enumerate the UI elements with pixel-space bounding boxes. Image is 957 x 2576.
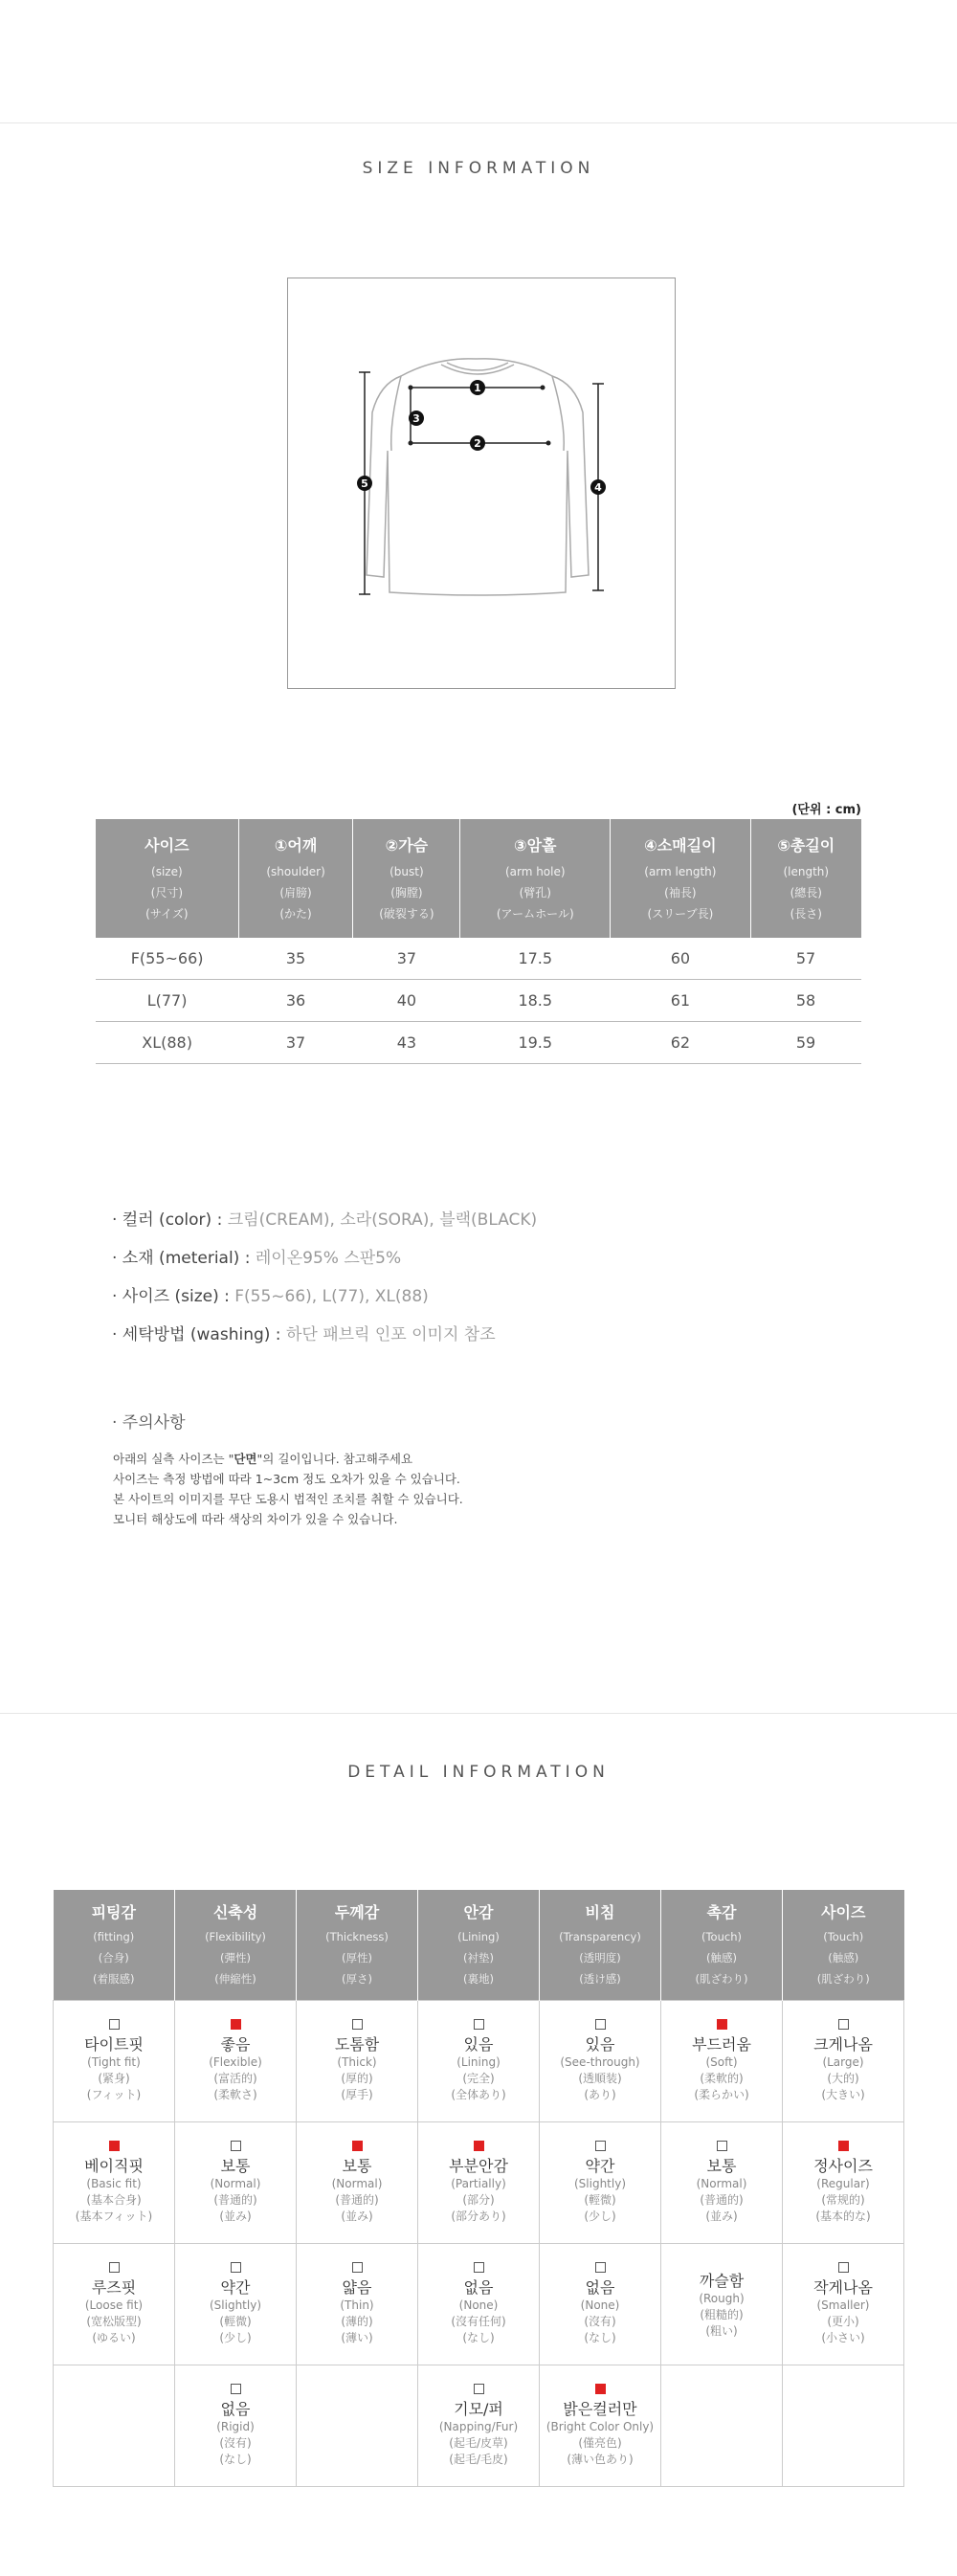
detail-option-subtitle: (沒有): [219, 2436, 252, 2450]
unchecked-box-icon: [474, 2019, 484, 2030]
detail-option-label: 있음: [463, 2035, 494, 2054]
detail-option-label: 약간: [220, 2278, 251, 2297]
detail-option-label: 없음: [463, 2278, 494, 2297]
detail-option-subtitle: (部分あり): [451, 2210, 506, 2223]
size-cell: F(55~66): [96, 938, 238, 980]
detail-option-subtitle: (輕微): [219, 2315, 252, 2328]
detail-cell: [175, 2122, 297, 2244]
detail-option-label: 까슬함: [699, 2272, 745, 2290]
size-col-subtitle: (長さ): [790, 906, 822, 921]
size-row: [96, 980, 861, 1022]
detail-col-subtitle: (Flexibility): [205, 1930, 266, 1943]
size-table: [96, 819, 861, 1064]
detail-option-subtitle: (Normal): [696, 2177, 747, 2190]
detail-option-subtitle: (宽松版型): [86, 2315, 142, 2328]
detail-cell: [297, 2122, 418, 2244]
detail-col-title: 안감: [463, 1903, 494, 1921]
detail-option-subtitle: (Regular): [816, 2177, 870, 2190]
size-col-subtitle: (アームホール): [496, 906, 574, 921]
info-material: [112, 1244, 401, 1268]
detail-col-subtitle: (着服感): [93, 1972, 135, 1986]
sweater-illustration: [288, 278, 675, 688]
detail-col-subtitle: (合身): [98, 1951, 129, 1965]
detail-option-label: 약간: [585, 2157, 615, 2175]
detail-option-subtitle: (全体あり): [451, 2088, 506, 2101]
detail-option-subtitle: (粗い): [705, 2324, 738, 2338]
detail-cell: [54, 2365, 175, 2487]
detail-option-subtitle: (Smaller): [816, 2298, 870, 2312]
detail-option-label: 도톰함: [334, 2035, 380, 2054]
detail-col-subtitle: (透け感): [579, 1972, 621, 1986]
detail-col-title: 촉감: [706, 1903, 737, 1921]
detail-option-subtitle: (沒有): [584, 2315, 616, 2328]
detail-option-subtitle: (大きい): [821, 2088, 865, 2101]
detail-col-header: [297, 1890, 418, 2001]
size-col-header: [96, 819, 238, 938]
detail-option-label: 크게나옴: [813, 2035, 873, 2054]
size-col-subtitle: (スリーブ長): [647, 906, 714, 921]
detail-col-subtitle: (肌ざわり): [816, 1972, 870, 1986]
detail-option-subtitle: (完全): [462, 2072, 495, 2085]
detail-option-subtitle: (Rigid): [216, 2420, 255, 2433]
detail-col-subtitle: (触感): [706, 1951, 737, 1965]
size-col-subtitle: (arm length): [644, 864, 717, 878]
detail-option-label: 보통: [706, 2157, 737, 2175]
unchecked-box-icon: [838, 2019, 849, 2030]
marker-3-label: 3: [412, 412, 420, 425]
detail-col-header: [540, 1890, 661, 2001]
detail-option-subtitle: (Slightly): [573, 2177, 626, 2190]
detail-cell: [661, 2244, 783, 2365]
detail-cell: [783, 2001, 904, 2122]
notice-title: · 주의사항: [112, 1413, 186, 1432]
info-washing-label: · 세탁방법 (washing) :: [112, 1325, 281, 1344]
detail-option-subtitle: (Thin): [340, 2298, 374, 2312]
size-cell: 17.5: [460, 938, 611, 980]
detail-option-label: 기모/퍼: [454, 2400, 503, 2418]
detail-option-subtitle: (Basic fit): [86, 2177, 142, 2190]
detail-option-label: 루즈핏: [91, 2278, 137, 2297]
info-color-value: 크림(CREAM), 소라(SORA), 블랙(BLACK): [227, 1210, 538, 1230]
detail-cell: [783, 2365, 904, 2487]
detail-cell: [297, 2365, 418, 2487]
detail-col-header: [54, 1890, 175, 2001]
unchecked-box-icon: [474, 2384, 484, 2394]
detail-option-subtitle: (柔軟的): [700, 2072, 744, 2085]
detail-option-subtitle: (柔軟さ): [213, 2088, 257, 2101]
detail-col-subtitle: (厚性): [342, 1951, 372, 1965]
detail-option-subtitle: (Normal): [210, 2177, 261, 2190]
detail-option-subtitle: (See-through): [560, 2055, 640, 2069]
detail-col-subtitle: (透明度): [579, 1951, 621, 1965]
detail-option-label: 베이직핏: [84, 2157, 144, 2175]
unchecked-box-icon: [231, 2262, 241, 2273]
checked-box-icon: [109, 2141, 120, 2151]
detail-col-subtitle: (fitting): [93, 1930, 135, 1943]
notice-line-3: 본 사이트의 이미지를 무단 도용시 법적인 조치를 취할 수 있습니다.: [113, 1492, 463, 1506]
info-size-value: F(55~66), L(77), XL(88): [234, 1287, 429, 1306]
size-col-subtitle: (bust): [389, 864, 424, 878]
detail-section-title: DETAIL INFORMATION: [347, 1763, 610, 1782]
marker-2-label: 2: [474, 437, 481, 450]
size-col-subtitle: (袖長): [664, 885, 697, 899]
checked-box-icon: [717, 2019, 727, 2030]
detail-col-title: 신축성: [212, 1903, 258, 1921]
size-diagram: [287, 278, 676, 689]
detail-option-subtitle: (なし): [584, 2331, 616, 2344]
detail-option-label: 없음: [220, 2400, 251, 2418]
unchecked-box-icon: [109, 2262, 120, 2273]
size-cell: 37: [238, 1022, 353, 1064]
detail-col-subtitle: (肌ざわり): [695, 1972, 748, 1986]
size-cell: XL(88): [96, 1022, 238, 1064]
detail-option-subtitle: (なし): [462, 2331, 495, 2344]
size-col-title: ②가슴: [385, 835, 429, 855]
size-col-subtitle: (臂孔): [519, 885, 551, 899]
detail-col-subtitle: (触感): [828, 1951, 859, 1965]
detail-row: [54, 2365, 904, 2487]
detail-cell: [418, 2365, 540, 2487]
detail-option-label: 작게나옴: [813, 2278, 873, 2297]
checked-box-icon: [352, 2141, 363, 2151]
unchecked-box-icon: [838, 2262, 849, 2273]
detail-option-subtitle: (None): [458, 2298, 499, 2312]
detail-option-label: 밝은컬러만: [563, 2400, 637, 2418]
size-col-header: [238, 819, 353, 938]
detail-col-header: [783, 1890, 904, 2001]
detail-cell: [297, 2244, 418, 2365]
detail-col-subtitle: (Touch): [823, 1930, 864, 1943]
detail-option-label: 좋음: [220, 2035, 251, 2054]
checked-box-icon: [474, 2141, 484, 2151]
detail-option-subtitle: (フィット): [86, 2088, 142, 2101]
detail-option-subtitle: (薄い色あり): [567, 2453, 634, 2466]
detail-cell: [175, 2244, 297, 2365]
detail-cell: [540, 2001, 661, 2122]
detail-table: [53, 1890, 904, 2487]
size-col-title: 사이즈: [145, 835, 189, 855]
detail-option-subtitle: (Loose fit): [84, 2298, 144, 2312]
detail-option-subtitle: (起毛/毛皮): [449, 2453, 508, 2466]
unchecked-box-icon: [231, 2384, 241, 2394]
size-col-subtitle: (arm hole): [504, 864, 566, 878]
detail-option-subtitle: (普通的): [213, 2193, 257, 2207]
detail-col-subtitle: (Lining): [457, 1930, 500, 1943]
size-cell: 61: [611, 980, 750, 1022]
unchecked-box-icon: [352, 2262, 363, 2273]
detail-cell: [661, 2122, 783, 2244]
size-col-header: [611, 819, 750, 938]
detail-option-subtitle: (少し): [584, 2210, 616, 2223]
size-cell: 58: [750, 980, 861, 1022]
size-col-header: [353, 819, 460, 938]
detail-option-subtitle: (Lining): [456, 2055, 501, 2069]
size-cell: L(77): [96, 980, 238, 1022]
detail-option-label: 얇음: [342, 2278, 372, 2297]
detail-option-subtitle: (基本フィット): [75, 2210, 153, 2223]
size-col-subtitle: (size): [151, 864, 183, 878]
detail-option-subtitle: (なし): [219, 2453, 252, 2466]
detail-option-subtitle: (Thick): [337, 2055, 377, 2069]
detail-option-subtitle: (粗糙的): [700, 2308, 744, 2321]
detail-option-subtitle: (薄的): [341, 2315, 373, 2328]
size-cell: 59: [750, 1022, 861, 1064]
size-cell: 60: [611, 938, 750, 980]
detail-cell: [661, 2365, 783, 2487]
unchecked-box-icon: [595, 2019, 606, 2030]
size-col-header: [750, 819, 861, 938]
checked-box-icon: [231, 2019, 241, 2030]
detail-option-label: 없음: [585, 2278, 615, 2297]
unchecked-box-icon: [231, 2141, 241, 2151]
checked-box-icon: [595, 2384, 606, 2394]
marker-4-label: 4: [594, 481, 602, 494]
detail-option-label: 정사이즈: [813, 2157, 873, 2175]
detail-col-subtitle: (Touch): [701, 1930, 742, 1943]
detail-col-header: [418, 1890, 540, 2001]
unchecked-box-icon: [474, 2262, 484, 2273]
detail-option-subtitle: (少し): [219, 2331, 252, 2344]
detail-option-subtitle: (富活的): [213, 2072, 257, 2085]
marker-5-label: 5: [361, 477, 368, 490]
detail-col-subtitle: (伸縮性): [214, 1972, 256, 1986]
detail-cell: [54, 2001, 175, 2122]
detail-option-label: 보통: [220, 2157, 251, 2175]
detail-option-subtitle: (Normal): [331, 2177, 383, 2190]
size-col-subtitle: (shoulder): [266, 864, 325, 878]
notice-line-4: 모니터 해상도에 따라 색상의 차이가 있을 수 있습니다.: [113, 1512, 398, 1526]
detail-option-subtitle: (基本合身): [86, 2193, 142, 2207]
info-washing: [112, 1321, 496, 1344]
unchecked-box-icon: [595, 2262, 606, 2273]
size-row: [96, 938, 861, 980]
size-col-subtitle: (かた): [279, 906, 312, 921]
info-color-label: · 컬러 (color) :: [112, 1210, 223, 1230]
detail-col-subtitle: (Thickness): [325, 1930, 389, 1943]
detail-option-subtitle: (部分): [462, 2193, 495, 2207]
detail-cell: [661, 2001, 783, 2122]
detail-option-subtitle: (大的): [827, 2072, 859, 2085]
detail-option-label: 부분안감: [449, 2157, 508, 2175]
size-cell: 35: [238, 938, 353, 980]
detail-option-subtitle: (Rough): [699, 2292, 745, 2305]
info-material-label: · 소재 (meterial) :: [112, 1249, 251, 1268]
detail-option-subtitle: (薄い): [341, 2331, 373, 2344]
unchecked-box-icon: [109, 2019, 120, 2030]
detail-col-title: 사이즈: [821, 1903, 866, 1921]
detail-option-subtitle: (ゆるい): [92, 2331, 136, 2344]
detail-option-label: 보통: [342, 2157, 372, 2175]
detail-option-label: 있음: [585, 2035, 615, 2054]
unchecked-box-icon: [595, 2141, 606, 2151]
detail-option-subtitle: (厚手): [341, 2088, 373, 2101]
size-cell: 19.5: [460, 1022, 611, 1064]
detail-col-subtitle: (厚さ): [342, 1972, 372, 1986]
size-cell: 43: [353, 1022, 460, 1064]
detail-option-subtitle: (厚的): [341, 2072, 373, 2085]
size-col-title: ⑤총길이: [777, 835, 835, 855]
detail-option-subtitle: (柔らかい): [694, 2088, 749, 2101]
detail-cell: [175, 2001, 297, 2122]
detail-option-subtitle: (普通的): [335, 2193, 379, 2207]
detail-option-subtitle: (輕微): [584, 2193, 616, 2207]
detail-divider: [0, 1713, 957, 1714]
detail-option-subtitle: (基本的な): [815, 2210, 871, 2223]
top-divider: [0, 122, 957, 123]
size-col-subtitle: (胸膛): [390, 885, 423, 899]
detail-option-subtitle: (紧身): [98, 2072, 130, 2085]
detail-cell: [540, 2244, 661, 2365]
size-col-subtitle: (總長): [790, 885, 822, 899]
detail-option-subtitle: (僅亮色): [578, 2436, 622, 2450]
detail-col-title: 두께감: [334, 1903, 380, 1921]
detail-col-header: [661, 1890, 783, 2001]
detail-cell: [783, 2122, 904, 2244]
detail-option-subtitle: (更小): [827, 2315, 859, 2328]
detail-option-subtitle: (普通的): [700, 2193, 744, 2207]
size-cell: 36: [238, 980, 353, 1022]
detail-cell: [54, 2122, 175, 2244]
size-col-subtitle: (尺寸): [150, 885, 184, 899]
size-cell: 57: [750, 938, 861, 980]
detail-row: [54, 2244, 904, 2365]
detail-col-subtitle: (彈性): [220, 1951, 251, 1965]
size-section-title: SIZE INFORMATION: [362, 159, 595, 178]
size-col-subtitle: (length): [783, 864, 830, 878]
detail-option-subtitle: (Soft): [705, 2055, 738, 2069]
detail-cell: [783, 2244, 904, 2365]
detail-option-subtitle: (Napping/Fur): [438, 2420, 519, 2433]
detail-cell: [418, 2001, 540, 2122]
unchecked-box-icon: [717, 2141, 727, 2151]
info-washing-value: 하단 패브릭 인포 이미지 참조: [285, 1325, 496, 1344]
notice-text: [113, 1449, 463, 1529]
detail-col-subtitle: (衬垫): [463, 1951, 494, 1965]
detail-option-subtitle: (並み): [341, 2210, 373, 2223]
detail-option-subtitle: (透順装): [578, 2072, 622, 2085]
detail-option-subtitle: (Slightly): [209, 2298, 261, 2312]
detail-cell: [175, 2365, 297, 2487]
detail-col-title: 피팅감: [91, 1903, 136, 1921]
size-col-header: [460, 819, 611, 938]
info-size-label: · 사이즈 (size) :: [112, 1287, 230, 1306]
detail-row: [54, 2122, 904, 2244]
detail-option-subtitle: (Flexible): [209, 2055, 262, 2069]
detail-option-subtitle: (起毛/皮草): [449, 2436, 508, 2450]
detail-option-subtitle: (Tight fit): [87, 2055, 141, 2069]
size-row: [96, 1022, 861, 1064]
size-col-title: ③암홀: [514, 835, 557, 855]
unchecked-box-icon: [352, 2019, 363, 2030]
notice-line-2: 사이즈는 측정 방법에 따라 1~3cm 정도 오차가 있을 수 있습니다.: [113, 1472, 460, 1486]
detail-cell: [418, 2244, 540, 2365]
detail-cell: [297, 2001, 418, 2122]
detail-col-subtitle: (裏地): [463, 1972, 494, 1986]
detail-option-subtitle: (沒有任何): [451, 2315, 506, 2328]
detail-option-label: 타이트핏: [84, 2035, 144, 2054]
detail-option-subtitle: (Bright Color Only): [545, 2420, 655, 2433]
detail-row: [54, 2001, 904, 2122]
detail-option-subtitle: (並み): [705, 2210, 738, 2223]
notice-line-1: 아래의 실측 사이즈는 "단면"의 길이입니다. 참고해주세요: [113, 1452, 413, 1466]
unit-label: (단위 : cm): [791, 803, 861, 817]
detail-option-subtitle: (Large): [822, 2055, 864, 2069]
size-cell: 37: [353, 938, 460, 980]
detail-option-subtitle: (並み): [219, 2210, 252, 2223]
info-size: [112, 1282, 429, 1306]
info-color: [112, 1206, 537, 1230]
detail-cell: [418, 2122, 540, 2244]
detail-col-header: [175, 1890, 297, 2001]
checked-box-icon: [838, 2141, 849, 2151]
detail-cell: [54, 2244, 175, 2365]
detail-cell: [540, 2122, 661, 2244]
detail-option-label: 부드러움: [692, 2035, 751, 2054]
size-cell: 40: [353, 980, 460, 1022]
detail-option-subtitle: (常规的): [821, 2193, 865, 2207]
detail-cell: [540, 2365, 661, 2487]
marker-1-label: 1: [474, 382, 481, 394]
size-cell: 18.5: [460, 980, 611, 1022]
detail-col-subtitle: (Transparency): [559, 1930, 641, 1943]
detail-option-subtitle: (Partially): [451, 2177, 506, 2190]
info-material-value: 레이온95% 스판5%: [255, 1249, 402, 1268]
detail-col-title: 비침: [585, 1903, 615, 1921]
size-col-title: ④소매길이: [644, 835, 717, 855]
detail-option-subtitle: (None): [580, 2298, 620, 2312]
size-col-title: ①어깨: [274, 835, 318, 855]
detail-option-subtitle: (小さい): [821, 2331, 865, 2344]
size-cell: 62: [611, 1022, 750, 1064]
size-col-subtitle: (サイズ): [145, 906, 189, 921]
detail-option-subtitle: (あり): [584, 2088, 616, 2101]
size-col-subtitle: (破裂する): [379, 906, 434, 921]
size-col-subtitle: (肩膀): [279, 885, 312, 899]
